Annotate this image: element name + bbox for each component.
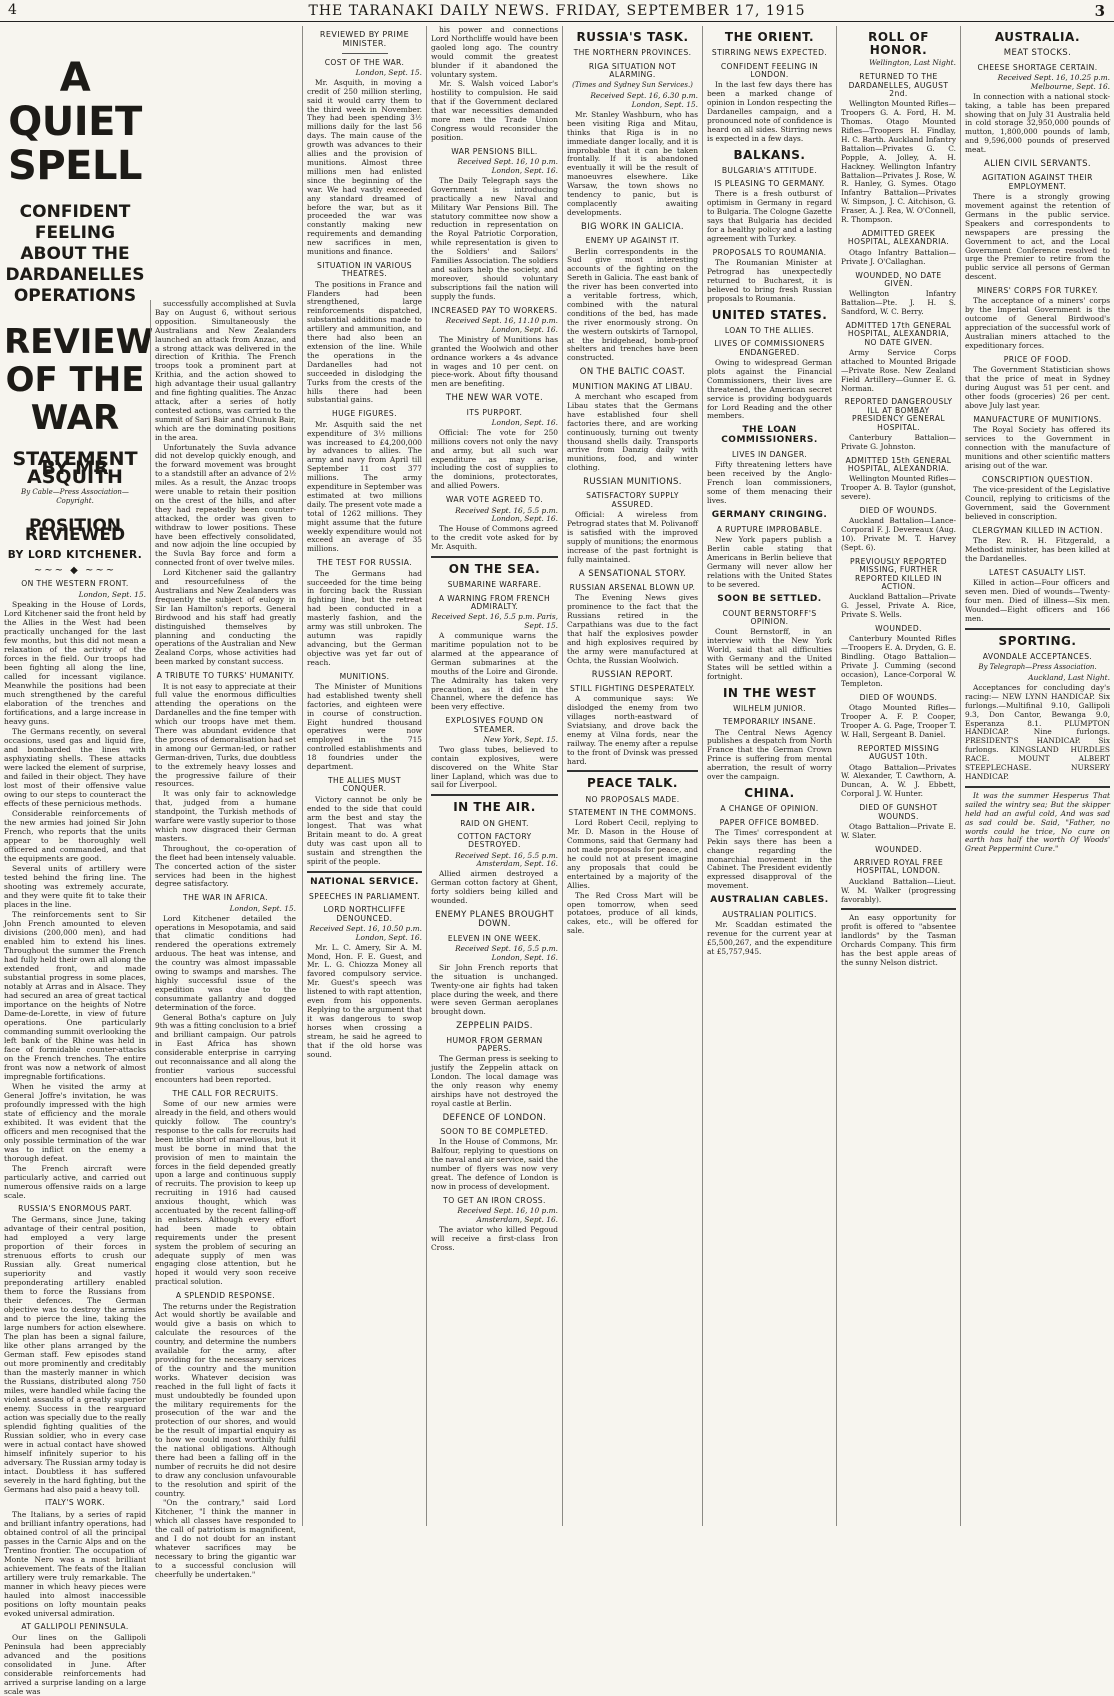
- lead-deck-2: REVIEW OF THE WAR: [4, 322, 154, 438]
- paragraph: A communique says: We dislodged the enemy from two villages north-eastward of Sviatsiany, and drove back the enemy at Vilna fords, near the railway. The enemy after a repulse to the front of Dvinsk was pressed hard.: [567, 694, 698, 766]
- subhead: A SPLENDID RESPONSE.: [175, 1291, 276, 1301]
- subhead: TO GET AN IRON CROSS.: [443, 1195, 546, 1205]
- paragraph: The Royal Society has offered its services to the Government in connection with the manufacture of munitions and other scientific matters arising out of the war.: [965, 425, 1110, 470]
- column-3: [302, 26, 426, 1526]
- article-headline: ROLL OF HONOR.: [868, 30, 929, 58]
- paragraph: Mr. Scaddan estimated the revenue for the current year at £5,500,267, and the expenditure at £5,757,945.: [707, 920, 832, 957]
- subhead: THE NEW WAR VOTE.: [445, 393, 544, 404]
- article-headline: ON THE SEA.: [448, 562, 541, 577]
- subhead: ELEVEN IN ONE WEEK.: [447, 933, 542, 943]
- article-headline: GERMANY CRINGING.: [711, 509, 828, 520]
- paragraph: his power and connections Lord Northcliffe would have been gaoled long ago. The country would commit the greatest blunder if it abandoned the voluntary system.: [431, 25, 558, 79]
- paragraph: There is a fresh outburst of optimism in Germany in regard to Bulgaria. The Cologne Gazette says that Bulgaria has decided for a healthy policy and a lasting agreement with Turkey.: [707, 189, 832, 243]
- subhead: IS PLEASING TO GERMANY.: [714, 179, 825, 189]
- article-headline: IN THE WEST: [722, 685, 817, 700]
- paragraph: Two glass tubes, believed to contain explosives, were discovered on the White Star liner Lapland, which was due to sail for Liverpool.: [431, 744, 558, 790]
- paragraph: When he visited the army at General Joffre's invitation, he was profoundly impressed with the high state of efficiency and the morale exhibited. It was evident that the officers and men recognised that the only possible termination of the war was to inflict on the enemy a thorough defeat.: [4, 1081, 146, 1163]
- paragraph: Otago Mounted Rifles—Trooper A. F. P. Cooper, Trooper A. G. Page, Trooper T. W. Hall, Sergeant B. Daniel.: [841, 703, 956, 739]
- subhead: NO PROPOSALS MADE.: [585, 794, 680, 804]
- rule: [965, 628, 1110, 630]
- subhead: LATEST CASUALTY LIST.: [988, 567, 1087, 577]
- paragraph: Wellington Mounted Rifles—Troopers G. A. Ford, H. M. Thomas. Otago Mounted Rifles—Troopers H. Findlay, H. C. Barth. Auckland Infantry Battalion—Privates G. C. Popple, A. Jolley, A. H. Hackney. Wellington Infantry Battalion—Privates J. Rose, W. R. Hanley, G. Symes. Otago Infantry Battalion—Privates W. Simpson, J. C. Aitchison, G. Fraser, A. J. Rea, W. O'Connell, R. Thompson.: [841, 99, 956, 225]
- dateline: Received Sept. 16, 10.25 p.m. Melbourne, Sept. 16.: [997, 72, 1110, 91]
- paragraph: Army Service Corps attached to Mounted Brigade—Private Rose. New Zealand Field Artillery—Gunner E. G. Norman.: [841, 347, 956, 393]
- subhead: SPEECHES IN PARLIAMENT.: [309, 891, 420, 901]
- paragraph: It was only fair to acknowledge that, judged from a humane standpoint, the Turkish methods of warfare were vastly superior to those which now disgraced their German masters.: [155, 789, 296, 843]
- subhead: LOAN TO THE ALLIES.: [724, 325, 815, 335]
- rule: [567, 770, 698, 772]
- subhead: EXPLOSIVES FOUND ON STEAMER.: [445, 716, 544, 734]
- dateline: Received Sept. 16, 10.50 p.m. London, Sept. 16.: [309, 923, 422, 942]
- subhead: RIGA SITUATION NOT ALARMING.: [588, 61, 677, 79]
- paragraph: Official: A wireless from Petrograd states that M. Polivanoff is satisfied with the improved supply of munitions; the enormous increase of the past fortnight is fully maintained.: [567, 510, 698, 564]
- rule: [431, 556, 558, 558]
- subhead: MEAT STOCKS.: [1003, 48, 1072, 59]
- subhead: MINERS' CORPS FOR TURKEY.: [976, 286, 1099, 296]
- subhead: PAPER OFFICE BOMBED.: [719, 817, 820, 827]
- column-2: [150, 299, 300, 1579]
- paragraph: Official: The vote for 250 millions covers not only the navy and army, but all such war expenditure as may arise, including the cost of supplies to the dominions, protectorates, and allied Powers.: [431, 427, 558, 491]
- paragraph: The vice-president of the Legislative Council, replying to criticisms of the Government, said the Government believed in conscription.: [965, 485, 1110, 521]
- paragraph: Speaking in the House of Lords, Lord Kitchener said the front held by the Allies in the West had been practically unchanged for the last few months, but this did not mean a relaxation of the activity of the forces in the field. Our troops had been fighting all along the line, called for incessant vigilance. Meanwhile the positions had been much strengthened by the careful elaboration of the trenches and fortifications, and a large increase in heavy guns.: [4, 599, 146, 726]
- paragraph: There is a strongly growing movement against the retention of Germans in the public service. Speakers and correspondents to newspapers are pressing the Government to act, and the Local Government Conference resolved to urge the Premier to retire from the public service all persons of German descent.: [965, 192, 1110, 282]
- article-headline: CHINA.: [744, 785, 795, 800]
- subhead: WAR PENSIONS BILL.: [451, 146, 538, 156]
- dateline: Received Sept. 16, 5.5 p.m. London, Sept. 16.: [455, 505, 558, 524]
- paragraph: Fifty threatening letters have been received by the Anglo-French loan commissioners, some of them menacing their lives.: [707, 460, 832, 506]
- paragraph: The Daily Telegraph says the Government is introducing practically a new Naval and Military War Pensions Bill. The statutory committee now show a reduction in representation on the Royal Patriotic Corporation, while representation is given to the Soldiers' and Sailors' Families Association. The soldiers and sailors help the society, and moreover, should voluntary subscriptions fail the nation will supply the funds.: [431, 175, 558, 301]
- paragraph: New York papers publish a Berlin cable stating that Americans in Berlin believe that Germany will never allow her relations with the United States to be severed.: [707, 535, 832, 589]
- dateline: London, Sept. 16.: [491, 417, 558, 427]
- paragraph: Throughout, the co-operation of the fleet had been intensely valuable. The concerted action of the sister services had been in the highest degree satisfactory.: [155, 843, 296, 889]
- subhead: RUSSIAN REPORT.: [591, 669, 674, 680]
- subhead: SUBMARINE WARFARE.: [447, 580, 542, 590]
- paragraph: The Minister of Munitions had established twenty shell factories, and eighteen were in course of construction. Eight hundred thousand operatives were now employed in the 715 controlled establishments and 18 foundries under the department.: [307, 681, 422, 772]
- paragraph: Mr. Asquith said the net expenditure of 3½ millions was increased to £4,200,000 by advances to allies. The army and navy from April till September 11 cost 377 millions. The army expenditure in September was estimated at two millions daily. The present vote made a total of 1262 millions. They might assume that the future weekly expenditure would not exceed an average of 35 millions.: [307, 419, 422, 554]
- credit: By Telegraph—Press Association.: [978, 663, 1097, 672]
- paragraph: General Botha's capture on July 9th was a fitting conclusion to a brief and brilliant campaign. Our patrols in East Africa has shown considerable enterprise in carrying out reconnaissance and all along the frontier various successful encounters had been reported.: [155, 1012, 296, 1084]
- paragraph: Victory cannot be only be ended to the side that could arm the best and stay the longest. That was what Britain meant to do. A great duty was cast upon all to sustain and strengthen the spirit of the people.: [307, 794, 422, 867]
- subhead: COTTON FACTORY DESTROYED.: [457, 831, 532, 850]
- paragraph: Unfortunately the Suvla advance did not develop quickly enough, and the forward movement was brought to a standstill after an advance of 2½ miles. As a result, the Anzac troops were unable to retain their position on the crest of the hills, and after they had repeatedly been counter-attacked, the order was given to withdraw to lower positions. These have been effectively consolidated, and now adjoin the line occupied by the Suvla Bay force and form a connected front of over twelve miles.: [155, 442, 296, 568]
- subhead: ENEMY PLANES BROUGHT DOWN.: [435, 910, 554, 930]
- paragraph: Otago Battalion—Privates W. Alexander, T. Cawthorn, A. Duncan, A. W. J. Ebbett, Corporal J. W. Hunter.: [841, 762, 956, 799]
- paragraph: Berlin correspondents in the Sud give most interesting accounts of the fighting on the Sereth in Galicia. The east bank of the river has been converted into a veritable fortress, which, combined with the natural conditions of the bed, has made the river enormously strong. On the western outskirts of Tarnopol, at the bridgehead, bomb-proof shelters and trenches have been constructed.: [567, 246, 698, 363]
- paragraph: The Ministry of Munitions has granted the Woolwich and other ordnance workers a 4s advance in wages and 10 per cent. on piece-work. About fifty thousand men are benefiting.: [431, 334, 558, 389]
- dateline: Received Sept. 16, 11.10 p.m. London, Sept. 16.: [445, 315, 558, 334]
- subhead: WILHELM JUNIOR.: [733, 703, 806, 713]
- subhead: DIED OF WOUNDS.: [859, 506, 938, 516]
- paragraph: Mr. Stanley Washburn, who has been visiting Riga and Mitau, thinks that Riga is in no immediate danger locally, and it is improbable that it can be taken frontally. If it is abandoned eventually it will be the result of manoeuvres elsewhere. Like Warsaw, the town shows no tendency to panic, but is complacently awaiting developments.: [567, 109, 698, 217]
- subhead: HUGE FIGURES.: [332, 409, 397, 419]
- rule: [307, 871, 422, 873]
- dateline: Wellington, Last Night.: [869, 58, 956, 68]
- subhead: CONSCRIPTION QUESTION.: [981, 474, 1094, 484]
- lead-deck-1: CONFIDENT FEELING ABOUT THE DARDANELLES OPERATIONS: [5, 202, 145, 306]
- paragraph: Otago Battalion—Private E. W. Slater.: [841, 821, 956, 840]
- subhead: A WARNING FROM FRENCH ADMIRALTY.: [438, 593, 551, 611]
- subhead: ADMITTED 15th GENERAL HOSPITAL, ALEXANDRIA.: [845, 455, 952, 473]
- paragraph: A communique warns the maritime population not to be alarmed at the appearance of German submarines at the mouths of the Loire and Gironde. The Admiralty has taken very precaution, as it did in the Channel, where the defence has been very effective.: [431, 631, 558, 712]
- subhead: PRICE OF FOOD.: [1003, 354, 1072, 364]
- paragraph: Mr. L. C. Amery, Sir A. M. Mond, Hon. F. E. Guest, and Mr. L. G. Chiozza Money all favored compulsory service. Mr. Guest's speech was listened to with rapt attention, even from his opponents. Replying to the argument that it was dangerous to swop horses when crossing a stream, he said he agreed to that if the old horse was sound.: [307, 942, 422, 1059]
- column-6: [702, 26, 836, 1526]
- subhead: RETURNED TO THE DARDANELLES, AUGUST 2nd.: [848, 72, 949, 98]
- subhead: RUSSIAN MUNITIONS.: [583, 477, 682, 488]
- paragraph: Auckland Battalion—Private G. Jessel, Private A. Rice, Private S. Wells.: [841, 592, 956, 620]
- subhead: REPORTED MISSING AUGUST 10th.: [857, 743, 940, 762]
- subhead: COST OF THE WAR.: [324, 57, 405, 67]
- subhead: MUNITIONS.: [339, 671, 390, 681]
- dateline: Received Sept. 16, 5.5 p.m. Paris, Sept. 15.: [431, 612, 558, 631]
- paragraph: Lord Kitchener said the gallantry and resourcefulness of the Australians and New Zealanders was frequently the subject of eulogy in Sir Ian Hamilton's reports. General Birdwood and his staff had greatly distinguished themselves by planning and conducting the operations of the Australian and New Zealand Corps, whose activities had been marked by constant success.: [155, 568, 296, 667]
- subhead: ALIEN CIVIL SERVANTS.: [983, 159, 1092, 170]
- paragraph: The Times' correspondent at Pekin says there has been a change regarding the monarchial movement in the Cabinet. The President evidently expressed disapproval of the movement.: [707, 827, 832, 891]
- subhead: MANUFACTURE OF MUNITIONS.: [973, 414, 1102, 424]
- paragraph: Canterbury Battalion—Private G. Johnston.: [841, 432, 956, 451]
- subhead: CONFIDENT FEELING IN LONDON.: [720, 61, 819, 79]
- paragraph: Allied airmen destroyed a German cotton factory at Ghent, forty soldiers being killed and wounded.: [431, 869, 558, 906]
- article-headline: BALKANS.: [733, 147, 806, 162]
- article-headline: UNITED STATES.: [711, 307, 828, 322]
- paragraph: The positions in France and Flanders had been strengthened, large reinforcements dispatched, substantial additions made to artillery and ammunition, and there had also been an extension of the line. While the operations in the Dardanelles had not succeeded in dislodging the Turks from the crests of the hills there had been substantial gains.: [307, 279, 422, 405]
- subhead: PREVIOUSLY REPORTED MISSING, FURTHER REPORTED KILLED IN ACTION.: [850, 557, 947, 592]
- paragraph: The returns under the Registration Act would shortly be available and would give a basis on which to calculate the resources of the country, and determine the numbers available for the army, after providing for the necessary services of the country and the munition works. Whatever decision was reached in the full light of facts it must undoubtedly be founded upon the military requirements for the prosecution of the war and the protection of our shores, and would be the result of impartial enquiry as to how we could most worthily fulfil the national obligations. Although there had been a falling off in the number of recruits he did not desire to draw any conclusion unfavourable to the resolution and spirit of the country.: [155, 1301, 296, 1498]
- subhead: WAR VOTE AGREED TO.: [445, 495, 544, 505]
- paragraph: It is not easy to appreciate at their full value the enormous difficulties attending the operations on the Dardanelles and the fine temper with which our troops have met them. There was abundant evidence that the process of demoralisation had set in among our German-led, or rather German-driven, Turks, due doubtless to the extremely heavy losses and the progressive failure of their resources.: [155, 681, 296, 789]
- paragraph: Otago Infantry Battalion—Private J. O'Callaghan.: [841, 247, 956, 266]
- paragraph: "On the contrary," said Lord Kitchener, "I think the manner in which all classes have responded to the call of patriotism is magnificent, and I do not doubt for an instant whatever sacrifices may be necessary to bring the gigantic war to a successful conclusion will cheerfully be undertaken.": [155, 1498, 296, 1579]
- subhead: ARRIVED ROYAL FREE HOSPITAL, LONDON.: [853, 858, 944, 876]
- subhead: ITALY'S WORK.: [44, 1498, 106, 1508]
- subhead: LIVES IN DANGER.: [731, 450, 808, 460]
- column-8: [960, 26, 1114, 1526]
- rule: [342, 53, 388, 54]
- paragraph: Wellington Infantry Battalion—Pte. J. H. S. Sandford, W. C. Berry.: [841, 289, 956, 316]
- paragraph: The Rev. R. H. Fitzgerald, a Methodist minister, has been killed at the Dardanelles.: [965, 535, 1110, 563]
- paragraph: In the House of Commons, Mr. Balfour, replying to questions on the naval and air service, said the number of flyers was now very great. The defence of London is now in process of development.: [431, 1137, 559, 1191]
- paragraph: In the last few days there has been a marked change of opinion in London respecting the Dardanelles campaign, and a pronounced note of confidence is heard on all sides. Stirring news is expected in a few days.: [707, 80, 832, 143]
- lead-byline: BY LORD KITCHENER.: [7, 549, 143, 561]
- subhead: MUNITION MAKING AT LIBAU.: [572, 381, 693, 391]
- subhead: LORD NORTHCLIFFE DENOUNCED.: [323, 905, 406, 923]
- paragraph: Acceptances for concluding day's racing:— NEW LYNN HANDICAP. Six furlongs.—Multifinal 9.10, Gallipoli 9.3, Don Cantor, Bewanga 9.0, Esperanza 8.1. PLUMPTON HANDICAP. Nine furlongs. PRESIDENT'S HANDICAP. Six furlongs. KINGSLAND HURDLES RACE. MOUNT ALBERT STEEPLECHASE. NURSERY HANDICAP.: [965, 682, 1110, 781]
- subhead: CLERGYMAN KILLED IN ACTION.: [972, 525, 1103, 535]
- subhead: CHEESE SHORTAGE CERTAIN.: [977, 62, 1098, 72]
- subhead: AGITATION AGAINST THEIR EMPLOYMENT.: [982, 173, 1093, 191]
- article-headline: THE LOAN COMMISSIONERS.: [721, 425, 818, 446]
- subhead: AUSTRALIAN POLITICS.: [722, 910, 817, 920]
- paragraph: The Red Cross Mart will be open tomorrow, when seed potatoes, produce of all kinds, cakes, etc., will be offered for sale.: [567, 890, 698, 936]
- subhead: HUMOR FROM GERMAN PAPERS.: [446, 1035, 543, 1053]
- paragraph: The Germans, since June, taking advantage of their central position, had employed a very large proportion of their forces in strenuous efforts to crush our Russian ally. Great numerical superiority and vastly preponderating artillery enabled them to force the Russians from their defences. The German objective was to destroy the armies and to pierce the line, taking the large numbers for action elsewhere. The plan has been a signal failure, like other plans arranged by the German staff. Few episodes stand out more prominently and creditably than the masterly manner in which the Russians, distributed along 750 miles, were handled while facing the violent assaults of a greatly superior enemy. Success in the rearguard action was specially due to the really splendid fighting qualities of the Russian soldier, who in every case were in actual contact have showed himself infinitely superior to his adversary. The Russian army today is intact. Doubtless it has suffered severely in the hard fighting, but the Germans had also paid a heavy toll.: [4, 1215, 146, 1495]
- paragraph: A merchant who escaped from Libau states that the Germans have established four shell factories there, and are working continuously, turning out twenty thousand shells daily. Transports arrive from Danzig daily with munitions, food, and winter clothing.: [567, 391, 698, 473]
- paragraph: It was the summer Hesperus That sailed the wintry sea; But the skipper held had an awful cold, And was sad as sad could be. Said, "Father, no words could he trice, No cure on earth has half the worth Of Woods' Great Peppermint Cure.": [965, 790, 1110, 854]
- masthead-left: 4: [8, 2, 18, 18]
- subhead: REPORTED DANGEROUSLY ILL AT BOMBAY PRESIDENCY GENERAL HOSPITAL.: [844, 397, 953, 432]
- paragraph: Owing to widespread German plots against the Financial Commissioners, their lives are threatened, the American secret service is providing bodyguards for Lord Reading and the other members.: [707, 357, 832, 421]
- rule: [841, 908, 956, 910]
- subhead: RUSSIA'S ENORMOUS PART.: [18, 1203, 132, 1213]
- article-headline: REVIEWED BY PRIME MINISTER.: [319, 30, 410, 48]
- paragraph: An easy opportunity for profit is offered to "absentee landlords" by the Tasman Orchards Company. This firm has the best apple areas of the sunny Nelson district.: [841, 913, 956, 967]
- paragraph: The Germans recently, on several occasions, used gas and liquid fire, and bombarded the lines with asphyxiating shells. These attacks were lacked the element of surprise, and failed in their object. They have lost most of their offensive value owing to our steps to counteract the effects of these pernicious methods.: [4, 726, 146, 808]
- rule: [431, 794, 558, 796]
- lead-credit: By Cable—Press Association—Copyright.: [21, 488, 129, 505]
- paragraph: Mr. Asquith, in moving a credit of 250 million sterling, said it would carry them to the third week in November. They had been spending 3½ millions daily for the last 56 days. The main cause of the growth was advances to their allies and the provision of munitions. Almost three millions men had enlisted since the beginning of the war. We had vastly exceeded any standard dreamed of before the war, but as it proceeded the war was constantly making new requirements and demanding new sacrifices in men, munitions and finance.: [307, 77, 422, 257]
- paragraph: The reinforcements sent to Sir John French amounted to eleven divisions (200,000 men), and had enabled him to extend his lines. Throughout the summer the French had fully held their own all along the extended front, and made substantial progress in some places, notably at Arras and in Alsace. They had secured an area of great tactical importance on the heights of Notre Dame-de-Lorette, in view of future operations. One particularly commanding summit overlooking the left bank of the Rhine was held in face of formidable counter-attacks on the French trenches. The entire front was now a network of almost impregnable fortifications.: [4, 909, 146, 1081]
- dateline: New York, Sept. 15.: [483, 734, 558, 744]
- article-headline: IN THE AIR.: [453, 800, 536, 815]
- paragraph: The Germans had succeeded for the time being in forcing back the Russian fighting line, but the retreat had been conducted in a masterly fashion, and the army was still unbroken. The autumn was rapidly advancing, but the German objective was yet far out of reach.: [307, 568, 422, 667]
- paragraph: Several units of artillery were tested behind the firing line. The shooting was extremely accurate, and they were quite fit to take their places in the line.: [4, 863, 146, 909]
- paragraph: The Government Statistician shows that the price of meat in Sydney during August was 51 per cent. and other foods (groceries) 26 per cent. above July last year.: [965, 365, 1110, 410]
- article-headline: THE ORIENT.: [724, 30, 815, 44]
- subhead: THE CALL FOR RECRUITS.: [172, 1088, 279, 1098]
- subhead: ADMITTED 17th GENERAL HOSPITAL, ALEXANDRIA, NO DATE GIVEN.: [845, 320, 952, 347]
- lead-sub: ON THE WESTERN FRONT.: [21, 578, 129, 588]
- subhead: AVONDALE ACCEPTANCES.: [982, 651, 1093, 661]
- article-headline: PEACE TALK.: [586, 776, 678, 791]
- subhead: A SENSATIONAL STORY.: [578, 568, 687, 579]
- credit: (Times and Sydney Sun Services.): [572, 81, 693, 90]
- dateline: Received Sept. 16, 5.5 p.m. London, Sept. 16.: [455, 944, 558, 962]
- subhead: RUSSIAN ARSENAL BLOWN UP.: [569, 582, 696, 592]
- paragraph: Mr. S. Walsh voiced Labor's hostility to compulsion. He said that if the Government declared that war necessities demanded more men the Trade Union Congress would reconsider the position.: [431, 79, 558, 142]
- dateline: Received Sept. 16, 10 p.m. Amsterdam, Sept. 16.: [457, 1206, 558, 1225]
- article-headline: SPORTING.: [998, 633, 1077, 648]
- article-headline: NATIONAL SERVICE.: [310, 876, 419, 887]
- dateline: Received Sept. 16, 5.5 p.m. Amsterdam, Sept. 16.: [455, 850, 558, 869]
- column-1: [0, 26, 154, 1696]
- subhead: WOUNDED, NO DATE GIVEN.: [855, 270, 942, 288]
- subhead: THE WAR IN AFRICA.: [183, 893, 268, 903]
- dateline: Auckland, Last Night.: [1028, 673, 1110, 682]
- masthead: [0, 0, 1114, 22]
- subhead: ITS PURPORT.: [466, 407, 523, 417]
- paragraph: Killed in action—Four officers and seven men. Died of wounds—Twenty-four men. Died of illness—Six men. Wounded—Eight officers and 166 men.: [965, 578, 1110, 623]
- paragraph: Lord Kitchener detailed the operations in Mesopotamia, and said that climatic conditions had rendered the operations extremely arduous. The heat was intense, and the country was almost impassable owing to swamps and marshes. The highly successful issue of the expedition was due to the consummate gallantry and dogged determination of the force.: [155, 913, 296, 1012]
- paragraph: The acceptance of a miners' corps by the Imperial Government is the outcome of General Birdwood's appreciation of the successful work of Australian miners attached to the expeditionary forces.: [965, 296, 1110, 350]
- subhead: TEMPORARILY INSANE.: [722, 717, 817, 727]
- subhead: BULGARIA'S ATTITUDE.: [721, 165, 818, 175]
- paragraph: The Evening News gives prominence to the fact that the Russians retired in the Carpathians was due to the fact that half the explosives powder and high explosives required by the army were manufactured at Ochta, the Russian Woolwich.: [567, 593, 698, 665]
- ornament-rule: ~~~ ◆ ~~~: [33, 564, 117, 576]
- subhead: ENEMY UP AGAINST IT.: [585, 236, 680, 246]
- dateline: Received Sept. 16, 10 p.m. London, Sept. 16.: [457, 157, 558, 176]
- paragraph: The aviator who killed Pegoud will receive a first-class Iron Cross.: [431, 1225, 558, 1252]
- article-headline: AUSTRALIA.: [994, 30, 1081, 44]
- paragraph: Auckland Battalion—Lance-Corporal F. J. Devereaux (Aug. 10). Private M. T. Harvey (Sept. 6).: [841, 516, 956, 553]
- subhead: WOUNDED.: [875, 624, 922, 634]
- subhead: THE NORTHERN PROVINCES.: [573, 48, 692, 58]
- subhead: SATISFACTORY SUPPLY ASSURED.: [586, 491, 679, 509]
- subhead: A TRIBUTE TO TURKS' HUMANITY.: [156, 671, 295, 681]
- paragraph: Our lines on the Gallipoli Peninsula had been appreciably advanced and the positions consolidated in June. After considerable reinforcements had arrived a surprise landing on a large scale was: [4, 1632, 146, 1696]
- subhead: LIVES OF COMMISSIONERS ENDANGERED.: [714, 339, 825, 357]
- column-4: [426, 26, 562, 1526]
- paragraph: successfully accomplished at Suvla Bay on August 6, without serious opposition. Simultaneously the Australians and New Zealanders launched an attack from Anzac, and a strong attack was delivered in the direction of Krithia. The French troops took a prominent part at Krithia, and the action showed to high advantage their usual gallantry and fine fighting qualities. The Anzac attack, after a series of hotly contested actions, was carried to the summit of Sari Bair and Chunuk Bair, which are the dominating positions in the area.: [155, 299, 296, 442]
- subhead: SOON TO BE COMPLETED.: [440, 1127, 549, 1137]
- dateline: London, Sept. 15.: [229, 903, 296, 913]
- lead-section: POSITION REVIEWED: [24, 516, 126, 545]
- paragraph: In connection with a national stock-taking, a table has been prepared showing that on July 31 Australia held in cold storage 32,950,000 pounds of mutton, 1,800,000 pounds of lamb, and 9,596,000 pounds of preserved meat.: [965, 91, 1110, 155]
- paragraph: Sir John French reports that the situation is unchanged. Twenty-one air fights had taken place during the week, and there were seven German aeroplanes brought down.: [431, 962, 558, 1017]
- paragraph: Considerable reinforcements of the new armies had joined Sir John French, who reports that the units appear to be thoroughly well officered and commanded, and that the equipments are good.: [4, 808, 146, 863]
- subhead: RAID ON GHENT.: [460, 818, 529, 828]
- subhead: ADMITTED GREEK HOSPITAL, ALEXANDRIA.: [847, 229, 950, 247]
- column-7: [836, 26, 960, 1526]
- subhead: THE ALLIES MUST CONQUER.: [327, 776, 402, 794]
- paragraph: The House of Commons agreed to the credit vote asked for by Mr. Asquith.: [431, 524, 558, 552]
- subhead: STILL FIGHTING DESPERATELY.: [569, 683, 696, 693]
- paragraph: Some of our new armies were already in the field, and others would quickly follow. The country's response to the calls for recruits had been little short of marvellous, but it must be borne in mind that the provision of men to maintain the forces in the field depended greatly upon a large and continuous supply of recruits. The provision to keep up recruiting in 1916 had caused anxious thought, which was accentuated by the recent falling-off in enlisters. Although every effort had been made to obtain requirements under the present system the problem of securing an adequate supply of men was engaging close attention, but he hoped it would very soon receive practical solution.: [155, 1099, 296, 1287]
- dateline: Received Sept. 16, 6.30 p.m. London, Sept. 15.: [590, 91, 698, 110]
- paragraph: The French aircraft were particularly active, and carried out numerous offensive raids on a large scale.: [4, 1163, 146, 1200]
- subhead: WOUNDED.: [875, 844, 922, 854]
- subhead: COUNT BERNSTORFF'S OPINION.: [722, 608, 817, 626]
- subhead: ON THE BALTIC COAST.: [579, 367, 686, 378]
- subhead: BIG WORK IN GALICIA.: [581, 221, 684, 232]
- subhead: A RUPTURE IMPROBABLE.: [716, 524, 823, 534]
- subhead: STATEMENT IN THE COMMONS.: [568, 808, 697, 817]
- subhead: THE TEST FOR RUSSIA.: [316, 558, 413, 568]
- subhead: SITUATION IN VARIOUS THEATRES.: [317, 260, 412, 279]
- paragraph: Wellington Mounted Rifles—Trooper A. B. Taylor (gunshot, severe).: [841, 474, 956, 502]
- lead-headline: A QUIET SPELL: [8, 55, 142, 189]
- subhead: INCREASED PAY TO WORKERS.: [431, 305, 558, 315]
- subhead: DIED OF WOUNDS.: [859, 692, 938, 702]
- paragraph: Canterbury Mounted Rifles—Troopers E. A. Dryden, G. E. Bindling. Otago Battalion—Private J. Cumming (second occasion), Lance-Corporal W. Templeton.: [841, 634, 956, 688]
- subhead: DIED OF GUNSHOT WOUNDS.: [859, 803, 938, 821]
- dateline: London, Sept. 15.: [78, 589, 146, 599]
- page-number: 3: [1094, 2, 1106, 20]
- subhead: PROPOSALS TO ROUMANIA.: [712, 247, 827, 257]
- paragraph: Lord Robert Cecil, replying to Mr. D. Mason in the House of Commons, said that Germany had not made proposals for peace, and he could not at present imagine any proposals that could be entertained by a majority of the Allies.: [567, 818, 698, 890]
- rule: [965, 786, 1110, 788]
- paragraph: Count Bernstorff, in an interview with the New York World, said that all difficulties with Germany and the United States will be settled within a fortnight.: [707, 627, 832, 681]
- subhead: A CHANGE OF OPINION.: [720, 804, 819, 814]
- paragraph: The Roumanian Minister at Petrograd has unexpectedly returned to Bucharest, it is believed to bring fresh Russian proposals to Roumania.: [707, 258, 832, 303]
- dateline: London, Sept. 15.: [355, 67, 422, 77]
- article-headline: RUSSIA'S TASK.: [576, 30, 689, 44]
- subhead: AT GALLIPOLI PENINSULA.: [21, 1621, 129, 1631]
- article-headline: SOON BE SETTLED.: [717, 593, 822, 604]
- paragraph: The Italians, by a series of rapid and brilliant infantry operations, had obtained control of all the principal passes in the Carnic Alps and on the Trentino frontier. The occupation of Monte Nero was a most brilliant achievement. The feats of the Italian artillery were truly remarkable. The manner in which heavy pieces were hauled into almost inaccessible positions on lofty mountain peaks evoked universal admiration.: [4, 1509, 146, 1618]
- subhead: DEFENCE OF LONDON.: [442, 1112, 547, 1123]
- paragraph: The German press is seeking to justify the Zeppelin attack on London. The local damage was the only reason why enemy airships have not destroyed the royal castle at Berlin.: [431, 1054, 558, 1108]
- lead-deck-3: STATEMENT BY MR ASQUITH: [12, 448, 138, 488]
- column-5: [562, 26, 702, 1526]
- subhead: STIRRING NEWS EXPECTED.: [711, 48, 828, 58]
- masthead-title: THE TARANAKI DAILY NEWS. FRIDAY, SEPTEMBER 17, 1915: [308, 3, 806, 19]
- paragraph: The Central News Agency publishes a despatch from North France that the German Crown Prince is suffering from mental aberration, the result of worry over the campaign.: [707, 727, 832, 782]
- subhead: ZEPPELIN PAIDS.: [456, 1021, 533, 1032]
- paragraph: Auckland Battalion—Lieut. W. M. Walker (progressing favorably).: [841, 876, 956, 904]
- article-headline: AUSTRALIAN CABLES.: [710, 895, 829, 906]
